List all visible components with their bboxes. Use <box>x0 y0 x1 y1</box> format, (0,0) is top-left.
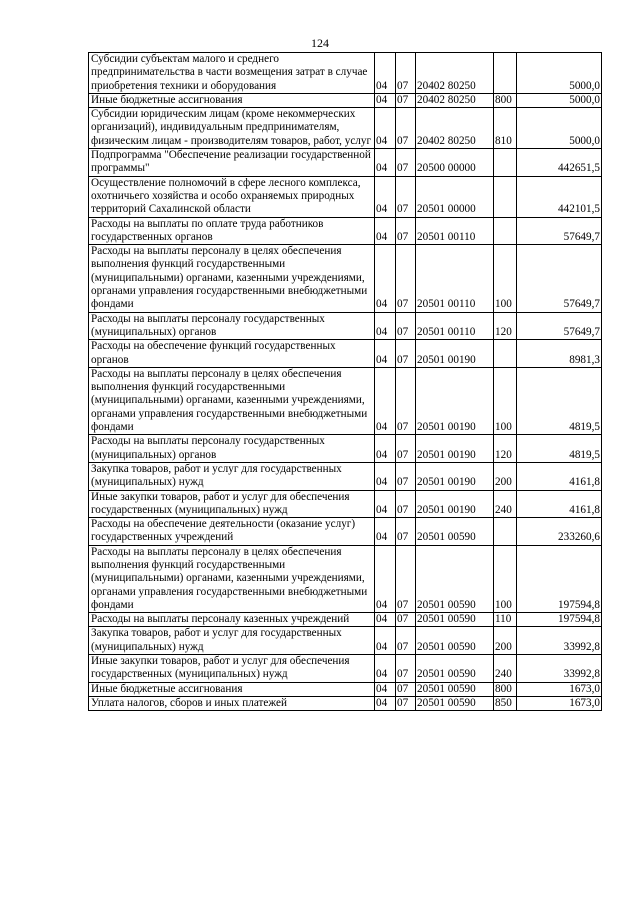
section-code-cell: 04 <box>375 245 396 312</box>
expense-name-cell: Расходы на выплаты персоналу государственных (муниципальных) органов <box>89 435 375 463</box>
amount-cell: 5000,0 <box>517 108 602 149</box>
subsection-code-cell: 07 <box>396 367 416 434</box>
expense-type-cell <box>494 217 517 245</box>
section-code-cell: 04 <box>375 655 396 683</box>
expense-type-cell: 850 <box>494 696 517 710</box>
expense-name-cell: Иные закупки товаров, работ и услуг для обеспечения государственных (муниципальных) нужд <box>89 655 375 683</box>
amount-cell: 33992,8 <box>517 627 602 655</box>
subsection-code-cell: 07 <box>396 462 416 490</box>
amount-cell: 197594,8 <box>517 613 602 627</box>
target-article-cell: 20501 00190 <box>416 490 494 518</box>
target-article-cell: 20501 00590 <box>416 627 494 655</box>
subsection-code-cell: 07 <box>396 682 416 696</box>
expense-name-cell: Расходы на выплаты персоналу государственных (муниципальных) органов <box>89 312 375 340</box>
expense-name-cell: Расходы на выплаты персоналу в целях обеспечения выполнения функций государственными (муниципальными) органами, казенными учреждениями, органами управления государственными внебюджетными фондами <box>89 245 375 312</box>
table-row <box>89 435 602 463</box>
amount-cell: 8981,3 <box>517 340 602 368</box>
amount-cell: 197594,8 <box>517 545 602 612</box>
section-code-cell: 04 <box>375 518 396 546</box>
expense-type-cell: 100 <box>494 245 517 312</box>
subsection-code-cell: 07 <box>396 245 416 312</box>
expense-name-cell: Закупка товаров, работ и услуг для государственных (муниципальных) нужд <box>89 462 375 490</box>
target-article-cell: 20402 80250 <box>416 108 494 149</box>
amount-cell: 442101,5 <box>517 176 602 217</box>
subsection-code-cell: 07 <box>396 613 416 627</box>
target-article-cell: 20501 00590 <box>416 655 494 683</box>
expense-name-cell: Расходы на выплаты персоналу в целях обеспечения выполнения функций государственными (муниципальными) органами, казенными учреждениями, органами управления государственными внебюджетными фондами <box>89 367 375 434</box>
section-code-cell: 04 <box>375 108 396 149</box>
amount-cell: 57649,7 <box>517 245 602 312</box>
section-code-cell: 04 <box>375 613 396 627</box>
target-article-cell: 20402 80250 <box>416 53 494 94</box>
expense-name-cell: Расходы на обеспечение деятельности (оказание услуг) государственных учреждений <box>89 518 375 546</box>
subsection-code-cell: 07 <box>396 545 416 612</box>
table-row <box>89 340 602 368</box>
expense-name-cell: Подпрограмма "Обеспечение реализации государственной программы" <box>89 149 375 177</box>
subsection-code-cell: 07 <box>396 490 416 518</box>
table-row <box>89 93 602 107</box>
subsection-code-cell: 07 <box>396 93 416 107</box>
target-article-cell: 20501 00190 <box>416 462 494 490</box>
target-article-cell: 20501 00110 <box>416 245 494 312</box>
table-row <box>89 490 602 518</box>
amount-cell: 5000,0 <box>517 93 602 107</box>
subsection-code-cell: 07 <box>396 149 416 177</box>
table-row <box>89 217 602 245</box>
expense-name-cell: Субсидии юридическим лицам (кроме некоммерческих организаций), индивидуальным предпринимателям, физическим лицам - производителям товаров, работ, услуг <box>89 108 375 149</box>
subsection-code-cell: 07 <box>396 435 416 463</box>
expense-type-cell: 100 <box>494 367 517 434</box>
expense-name-cell: Осуществление полномочий в сфере лесного комплекса, охотничьего хозяйства и особо охраняемых природных территорий Сахалинской области <box>89 176 375 217</box>
amount-cell: 4819,5 <box>517 435 602 463</box>
amount-cell: 4161,8 <box>517 462 602 490</box>
subsection-code-cell: 07 <box>396 108 416 149</box>
table-row <box>89 149 602 177</box>
subsection-code-cell: 07 <box>396 696 416 710</box>
subsection-code-cell: 07 <box>396 53 416 94</box>
amount-cell: 4819,5 <box>517 367 602 434</box>
expense-type-cell: 810 <box>494 108 517 149</box>
section-code-cell: 04 <box>375 176 396 217</box>
target-article-cell: 20501 00590 <box>416 682 494 696</box>
table-row <box>89 545 602 612</box>
table-row <box>89 696 602 710</box>
subsection-code-cell: 07 <box>396 340 416 368</box>
section-code-cell: 04 <box>375 696 396 710</box>
expense-name-cell: Субсидии субъектам малого и среднего предпринимательства в части возмещения затрат в случае приобретения техники и оборудования <box>89 53 375 94</box>
section-code-cell: 04 <box>375 53 396 94</box>
expense-type-cell <box>494 149 517 177</box>
expense-name-cell: Расходы на выплаты по оплате труда работников государственных органов <box>89 217 375 245</box>
expense-type-cell: 200 <box>494 627 517 655</box>
target-article-cell: 20501 00000 <box>416 176 494 217</box>
expense-type-cell <box>494 518 517 546</box>
section-code-cell: 04 <box>375 217 396 245</box>
table-row <box>89 312 602 340</box>
amount-cell: 57649,7 <box>517 312 602 340</box>
expense-type-cell: 800 <box>494 682 517 696</box>
expense-type-cell <box>494 340 517 368</box>
expense-type-cell: 120 <box>494 312 517 340</box>
amount-cell: 233260,6 <box>517 518 602 546</box>
expense-name-cell: Расходы на выплаты персоналу в целях обеспечения выполнения функций государственными (муниципальными) органами, казенными учреждениями, органами управления государственными внебюджетными фондами <box>89 545 375 612</box>
amount-cell: 4161,8 <box>517 490 602 518</box>
amount-cell: 5000,0 <box>517 53 602 94</box>
table-row <box>89 245 602 312</box>
expense-name-cell: Расходы на обеспечение функций государственных органов <box>89 340 375 368</box>
expense-type-cell: 240 <box>494 655 517 683</box>
expense-type-cell: 200 <box>494 462 517 490</box>
section-code-cell: 04 <box>375 435 396 463</box>
table-row <box>89 53 602 94</box>
expense-type-cell: 240 <box>494 490 517 518</box>
expense-type-cell: 110 <box>494 613 517 627</box>
section-code-cell: 04 <box>375 627 396 655</box>
subsection-code-cell: 07 <box>396 176 416 217</box>
target-article-cell: 20501 00590 <box>416 696 494 710</box>
table-row <box>89 627 602 655</box>
target-article-cell: 20501 00590 <box>416 518 494 546</box>
expense-name-cell: Иные бюджетные ассигнования <box>89 93 375 107</box>
amount-cell: 442651,5 <box>517 149 602 177</box>
target-article-cell: 20501 00110 <box>416 312 494 340</box>
expense-name-cell: Уплата налогов, сборов и иных платежей <box>89 696 375 710</box>
section-code-cell: 04 <box>375 367 396 434</box>
amount-cell: 57649,7 <box>517 217 602 245</box>
table-row <box>89 367 602 434</box>
subsection-code-cell: 07 <box>396 217 416 245</box>
expense-type-cell: 100 <box>494 545 517 612</box>
target-article-cell: 20402 80250 <box>416 93 494 107</box>
budget-table-body <box>89 53 602 711</box>
expense-name-cell: Расходы на выплаты персоналу казенных учреждений <box>89 613 375 627</box>
expense-type-cell <box>494 53 517 94</box>
section-code-cell: 04 <box>375 545 396 612</box>
target-article-cell: 20501 00590 <box>416 545 494 612</box>
table-row <box>89 518 602 546</box>
target-article-cell: 20501 00190 <box>416 367 494 434</box>
table-row <box>89 108 602 149</box>
section-code-cell: 04 <box>375 490 396 518</box>
target-article-cell: 20501 00110 <box>416 217 494 245</box>
subsection-code-cell: 07 <box>396 655 416 683</box>
amount-cell: 33992,8 <box>517 655 602 683</box>
section-code-cell: 04 <box>375 682 396 696</box>
section-code-cell: 04 <box>375 462 396 490</box>
expense-name-cell: Закупка товаров, работ и услуг для государственных (муниципальных) нужд <box>89 627 375 655</box>
table-row <box>89 462 602 490</box>
amount-cell: 1673,0 <box>517 696 602 710</box>
subsection-code-cell: 07 <box>396 627 416 655</box>
expense-type-cell: 800 <box>494 93 517 107</box>
section-code-cell: 04 <box>375 312 396 340</box>
page-number: 124 <box>311 36 329 50</box>
table-row <box>89 176 602 217</box>
subsection-code-cell: 07 <box>396 312 416 340</box>
expense-type-cell <box>494 176 517 217</box>
section-code-cell: 04 <box>375 93 396 107</box>
expense-name-cell: Иные бюджетные ассигнования <box>89 682 375 696</box>
table-row <box>89 613 602 627</box>
target-article-cell: 20501 00190 <box>416 340 494 368</box>
target-article-cell: 20500 00000 <box>416 149 494 177</box>
expense-name-cell: Иные закупки товаров, работ и услуг для обеспечения государственных (муниципальных) нужд <box>89 490 375 518</box>
table-row <box>89 655 602 683</box>
section-code-cell: 04 <box>375 149 396 177</box>
table-row <box>89 682 602 696</box>
expense-type-cell: 120 <box>494 435 517 463</box>
target-article-cell: 20501 00590 <box>416 613 494 627</box>
subsection-code-cell: 07 <box>396 518 416 546</box>
budget-table <box>88 52 602 711</box>
target-article-cell: 20501 00190 <box>416 435 494 463</box>
amount-cell: 1673,0 <box>517 682 602 696</box>
section-code-cell: 04 <box>375 340 396 368</box>
